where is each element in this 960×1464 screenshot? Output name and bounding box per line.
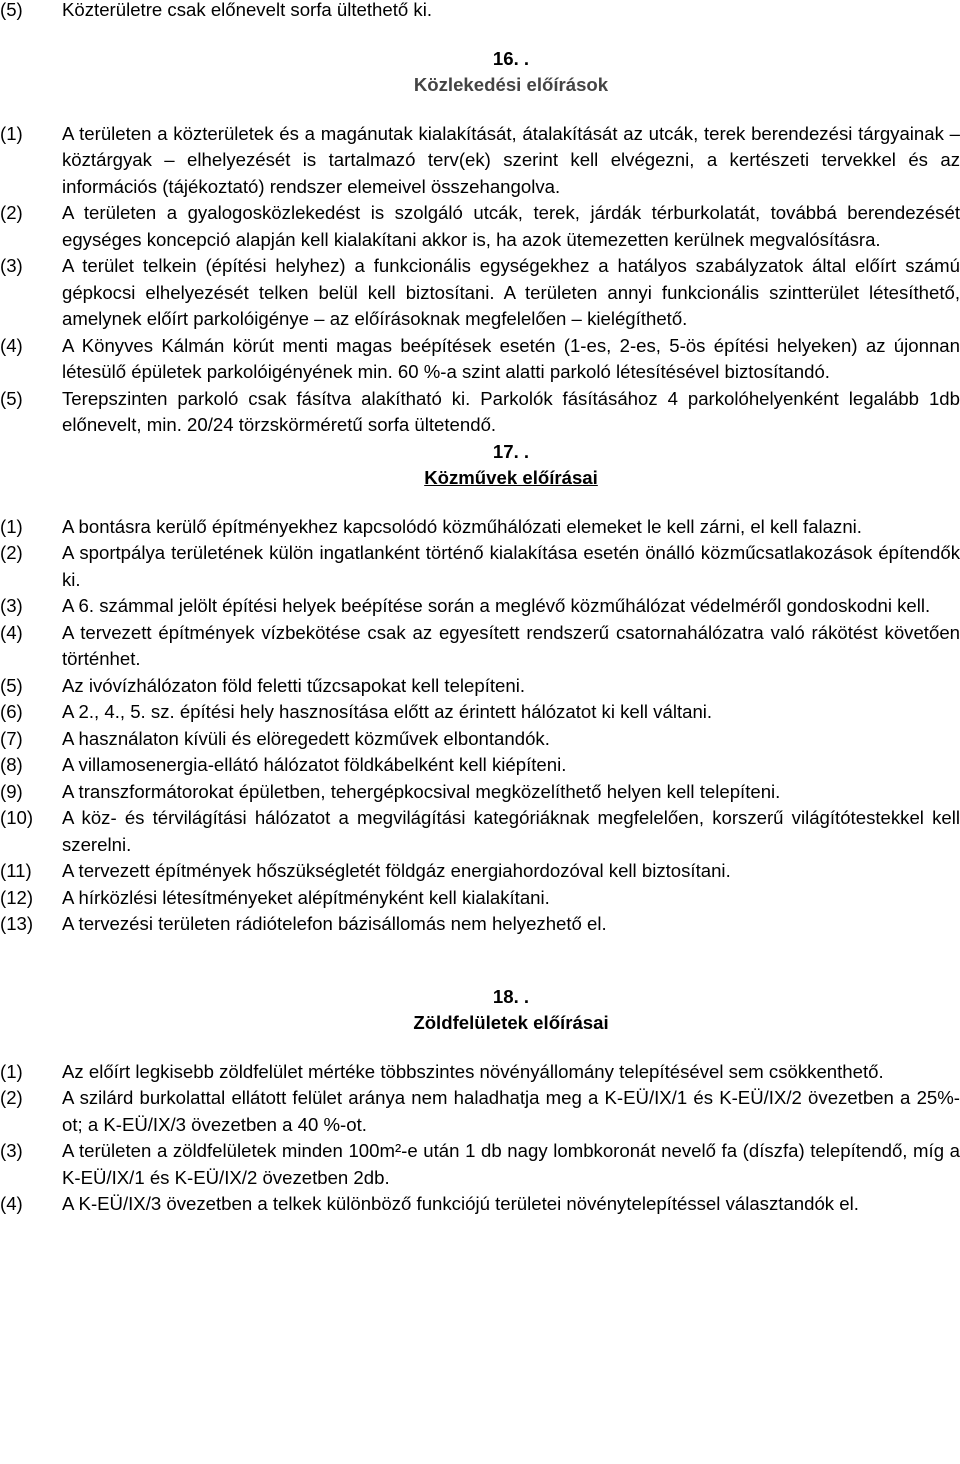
item-text: A villamosenergia-ellátó hálózatot földkábelként kell kiépíteni. (62, 754, 567, 775)
list-item (0, 1059, 960, 1086)
item-number: (6) (0, 701, 23, 722)
list-item (0, 1138, 960, 1191)
item-number: (2) (0, 542, 23, 563)
item-text: A 2., 4., 5. sz. építési hely hasznosítása előtt az érintett hálózatot ki kell váltani. (62, 701, 713, 722)
item-number: (4) (0, 621, 23, 643)
list-item (0, 386, 960, 439)
item-text: A terület telkein (építési helyhez) a funkcionális egységekhez a hatályos szabályzatok által előírt számú gépkocsi elhelyezését telken belül kell biztosítani. A területen annyi funkcionális szintterület létesíthető, amelynek előírt parkolóigénye – az előírásoknak megfelelően – kielégíthető. (62, 255, 960, 329)
section-18-heading (0, 984, 960, 1037)
item-number: (4) (0, 334, 23, 356)
item-number: (10) (0, 807, 34, 828)
item-text: A területen a gyalogosközlekedést is szolgáló utcák, terek, járdák térburkolatát, továbbá berendezését egységes koncepció alapján kell kialakítani akkor is, ha azok ütemezetten kerülnek megvalósításra. (62, 202, 960, 250)
item-number: (7) (0, 727, 23, 749)
section-number: 16. . (492, 47, 530, 69)
item-text: Az előírt legkisebb zöldfelület mértéke többszintes növényállomány telepítésével sem csökkenthető. (62, 1060, 884, 1082)
section-title: Közlekedési előírások (413, 74, 609, 95)
item-text: A sportpálya területének külön ingatlanként történő kialakítása esetén önálló közműcsatlakozások építendők ki. (62, 542, 960, 590)
list-item (0, 673, 960, 700)
list-item (0, 805, 960, 858)
list-item (0, 253, 960, 333)
section-title: Közművek előírásai (424, 467, 598, 488)
item-number: (3) (0, 255, 23, 276)
list-item (0, 540, 960, 593)
list-item (0, 121, 960, 201)
item-text: A K-EÜ/IX/3 övezetben a telkek különböző funkciójú területei növénytelepítéssel választandók el. (62, 1193, 859, 1214)
list-item (0, 779, 960, 806)
section-17-heading (0, 439, 960, 492)
item-number: (5) (0, 387, 23, 409)
item-text: A hírközlési létesítményeket alépítményként kell kialakítani. (62, 886, 550, 908)
item-text: A Könyves Kálmán körút menti magas beépítések esetén (1-es, 2-es, 5-ös építési helyeken) az újonnan létesülő épületek parkolóigényének min. 60 %-a szint alatti parkoló létesítésével biztosítandó. (62, 334, 960, 382)
item-text: A tervezett építmények vízbekötése csak az egyesített rendszerű csatornahálózatra való rákötést követően történhet. (62, 621, 960, 669)
list-item (0, 885, 960, 912)
item-number: (11) (0, 860, 32, 881)
list-item (0, 726, 960, 753)
item-text: A bontásra kerülő építményekhez kapcsolódó közműhálózati elemeket le kell zárni, el kell falazni. (62, 515, 862, 537)
list-item (0, 333, 960, 386)
item-number: (1) (0, 122, 23, 144)
item-number: (3) (0, 595, 23, 616)
item-number: (3) (0, 1140, 23, 1161)
item-text: A területen a zöldfelületek minden 100m²-e után 1 db nagy lombkoronát nevelő fa (díszfa) telepítendő, míg a K-EÜ/IX/1 és K-EÜ/IX/2 övezetben 2db. (62, 1140, 960, 1188)
item-text: A területen a közterületek és a magánutak kialakítását, átalakítását az utcák, terek berendezési tárgyainak – köztárgyak – elhelyezését is tartalmazó terv(ek) szerint kell elvégezni, a kertészeti tervekkel és az információs (tájékoztató) rendszer elemeivel összehangolva. (62, 122, 960, 197)
item-number: (4) (0, 1193, 23, 1214)
list-item (0, 514, 960, 541)
item-text: Az ivóvízhálózaton föld feletti tűzcsapokat kell telepíteni. (62, 674, 526, 696)
section-number: 18. . (492, 985, 530, 1007)
item-number: (1) (0, 515, 23, 537)
list-item (0, 620, 960, 673)
section-number: 17. . (492, 440, 530, 462)
list-item (0, 1085, 960, 1138)
item-number: (12) (0, 886, 34, 908)
item-number: (9) (0, 780, 23, 802)
item-number: (5) (0, 674, 23, 696)
item-text: A tervezési területen rádiótelefon bázisállomás nem helyezhető el. (62, 913, 607, 934)
item-number: (1) (0, 1060, 23, 1082)
list-item (0, 200, 960, 253)
list-item (0, 911, 960, 938)
item-text: A köz- és térvilágítási hálózatot a megvilágítási kategóriáknak megfelelően, korszerű világítótestekkel kell szerelni. (62, 807, 960, 855)
item-number: (2) (0, 202, 23, 223)
list-item (0, 699, 960, 726)
item-number: (2) (0, 1087, 23, 1108)
section-16-heading (0, 46, 960, 99)
item-text: A transzformátorokat épületben, tehergépkocsival megközelíthető helyen kell telepíteni. (62, 780, 781, 802)
item-number: (13) (0, 913, 34, 934)
item-text: A tervezett építmények hőszükségletét földgáz energiahordozóval kell biztosítani. (62, 860, 731, 881)
list-item (0, 752, 960, 779)
list-item (0, 1191, 960, 1218)
item-text: A 6. számmal jelölt építési helyek beépítése során a meglévő közműhálózat védelméről gondoskodni kell. (62, 595, 931, 616)
section-title: Zöldfelületek előírásai (413, 1012, 609, 1033)
item-number: (5) (0, 0, 23, 20)
list-item (0, 0, 960, 24)
item-text: A szilárd burkolattal ellátott felület aránya nem haladhatja meg a K-EÜ/IX/1 és K-EÜ/IX/2 övezetben a 25%-ot; a K-EÜ/IX/3 övezetben a 40 %-ot. (62, 1087, 960, 1135)
item-text: Terepszinten parkoló csak fásítva alakítható ki. Parkolók fásításához 4 parkolóhelyenként legalább 1db előnevelt, min. 20/24 törzskörméretű sorfa ültetendő. (62, 387, 960, 435)
item-text: A használaton kívüli és elöregedett közművek elbontandók. (62, 727, 550, 749)
item-number: (8) (0, 754, 23, 775)
item-text: Közterületre csak előnevelt sorfa ültethető ki. (62, 0, 433, 20)
list-item (0, 593, 960, 620)
list-item (0, 858, 960, 885)
